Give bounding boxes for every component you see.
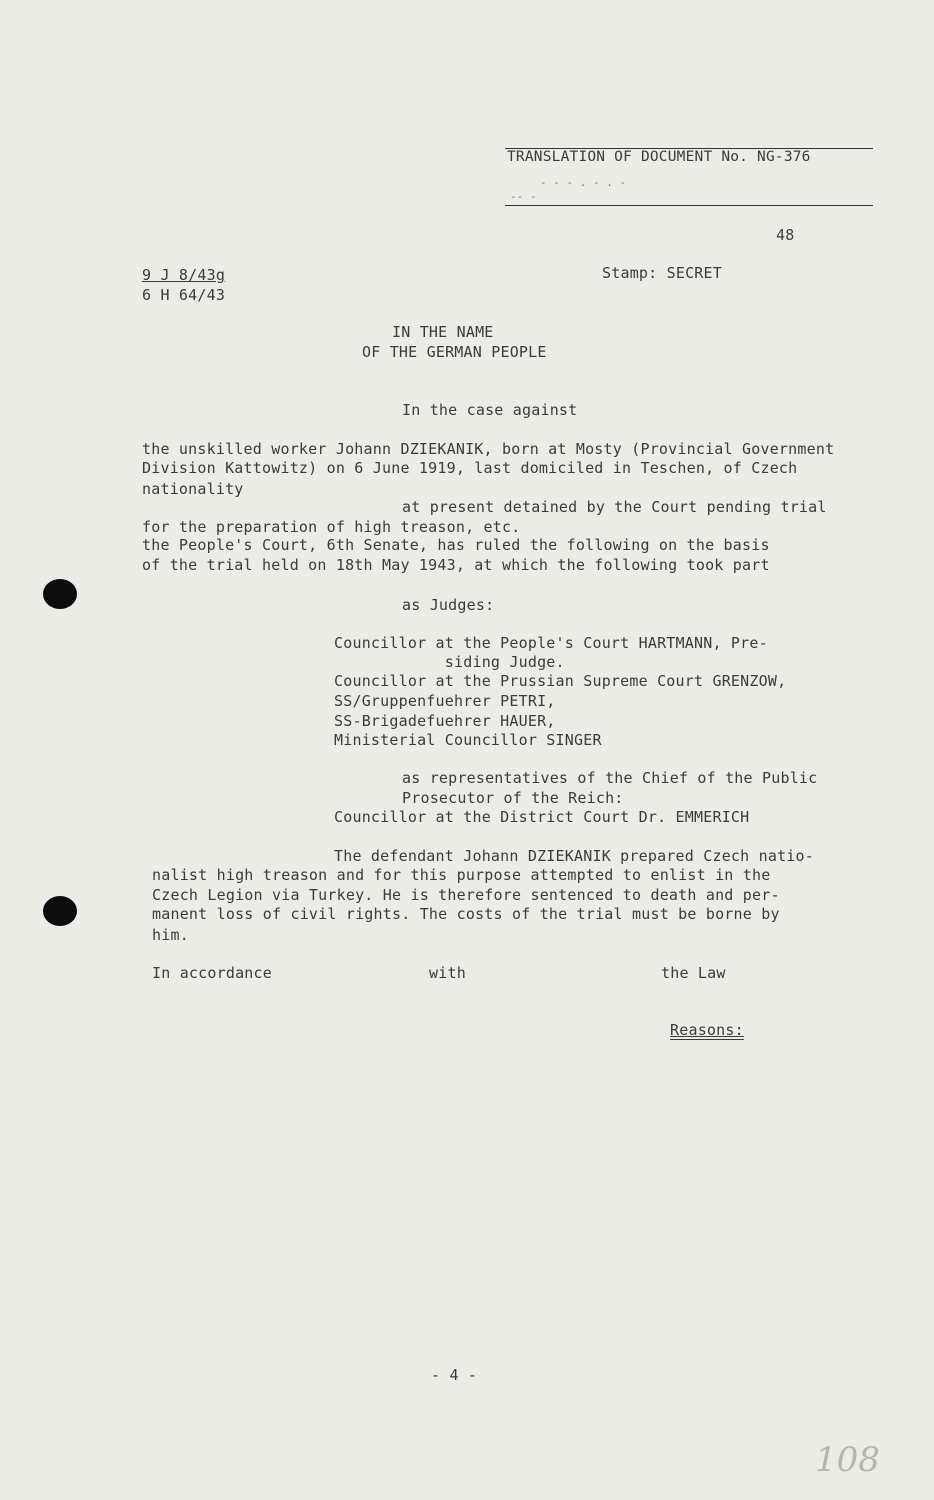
prosecutor-line-1: as representatives of the Chief of the Public bbox=[402, 769, 818, 787]
header-smudge-1: - - - . - . - bbox=[540, 176, 627, 189]
secret-stamp: Stamp: SECRET bbox=[602, 264, 722, 282]
verdict-line-5: him. bbox=[152, 926, 189, 944]
detention-line: at present detained by the Court pending trial bbox=[402, 498, 827, 516]
heading-line-1: IN THE NAME bbox=[392, 323, 494, 341]
header-smudge-2: -- - bbox=[510, 190, 537, 203]
punch-hole-bottom bbox=[43, 896, 77, 926]
ruling-line-2: the People's Court, 6th Senate, has ruled the following on the basis bbox=[142, 536, 770, 554]
accordance-word-2: with bbox=[429, 964, 466, 982]
verdict-line-3: Czech Legion via Turkey. He is therefore sentenced to death and per- bbox=[152, 886, 780, 904]
judge-line-2: siding Judge. bbox=[334, 653, 565, 671]
judges-label: as Judges: bbox=[402, 596, 495, 614]
translation-title: TRANSLATION OF DOCUMENT No. NG-376 bbox=[507, 149, 811, 165]
reasons-heading: Reasons: bbox=[670, 1021, 744, 1039]
heading-line-2: OF THE GERMAN PEOPLE bbox=[362, 343, 547, 361]
file-reference-1: 9 J 8/43g bbox=[142, 266, 226, 284]
page-reference: 48 bbox=[776, 226, 795, 244]
header-bottom-rule bbox=[505, 205, 873, 206]
judge-line-6: Ministerial Councillor SINGER bbox=[334, 731, 602, 749]
case-against-line: In the case against bbox=[402, 401, 578, 419]
page-number: - 4 - bbox=[431, 1366, 478, 1384]
punch-hole-top bbox=[43, 579, 77, 609]
handwritten-page-number: 108 bbox=[815, 1440, 880, 1480]
defendant-line-3: nationality bbox=[142, 480, 244, 498]
defendant-line-1: the unskilled worker Johann DZIEKANIK, born at Mosty (Provincial Government bbox=[142, 440, 835, 458]
verdict-line-2: nalist high treason and for this purpose attempted to enlist in the bbox=[152, 866, 771, 884]
judge-line-1: Councillor at the People's Court HARTMANN, Pre- bbox=[334, 634, 768, 652]
file-reference-2: 6 H 64/43 bbox=[142, 286, 226, 304]
ruling-line-3: of the trial held on 18th May 1943, at which the following took part bbox=[142, 556, 770, 574]
judge-line-3: Councillor at the Prussian Supreme Court GRENZOW, bbox=[334, 672, 787, 690]
prosecutor-name: Councillor at the District Court Dr. EMMERICH bbox=[334, 808, 750, 826]
verdict-line-1: The defendant Johann DZIEKANIK prepared Czech natio- bbox=[334, 847, 814, 865]
defendant-line-2: Division Kattowitz) on 6 June 1919, last domiciled in Teschen, of Czech bbox=[142, 459, 798, 477]
verdict-line-4: manent loss of civil rights. The costs of the trial must be borne by bbox=[152, 905, 780, 923]
judge-line-5: SS-Brigadefuehrer HAUER, bbox=[334, 712, 556, 730]
ruling-line-1: for the preparation of high treason, etc. bbox=[142, 518, 521, 536]
accordance-word-3: the Law bbox=[661, 964, 726, 982]
judge-line-4: SS/Gruppenfuehrer PETRI, bbox=[334, 692, 556, 710]
accordance-word-1: In accordance bbox=[152, 964, 272, 982]
prosecutor-line-2: Prosecutor of the Reich: bbox=[402, 789, 624, 807]
